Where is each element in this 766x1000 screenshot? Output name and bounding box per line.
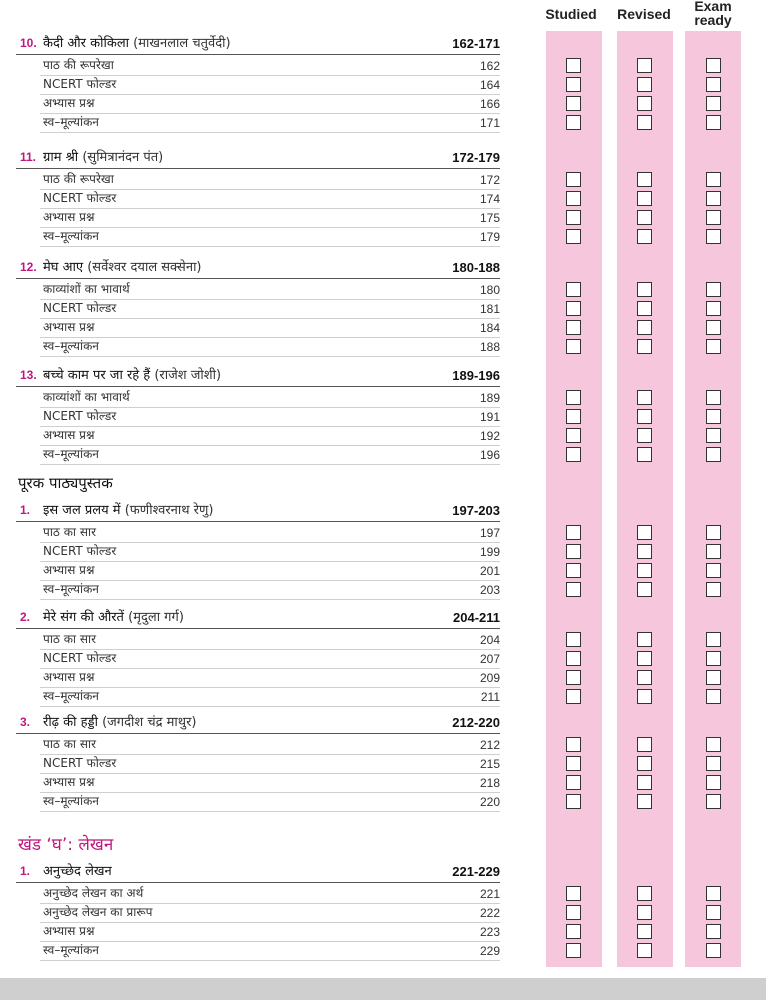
chapter-heading <box>16 711 500 734</box>
revised-checkbox[interactable] <box>637 447 652 462</box>
topic-page: 212 <box>479 738 500 752</box>
topic-row <box>40 561 500 581</box>
exam-ready-checkbox[interactable] <box>706 390 721 405</box>
revised-checkbox[interactable] <box>637 282 652 297</box>
chapter-heading <box>16 606 500 629</box>
topic-row <box>40 649 500 669</box>
revised-checkbox[interactable] <box>637 689 652 704</box>
chapter-number: 11. <box>20 150 37 164</box>
revised-checkbox[interactable] <box>637 905 652 920</box>
topic-page: 203 <box>479 583 500 597</box>
revised-checkbox[interactable] <box>637 96 652 111</box>
studied-checkbox[interactable] <box>566 428 581 443</box>
topic-row <box>40 299 500 319</box>
column-header-revised: Revised <box>617 6 671 22</box>
chapter-heading <box>16 146 500 169</box>
exam-ready-checkbox[interactable] <box>706 301 721 316</box>
topic-row <box>40 580 500 600</box>
section-heading-khand-gha: खंड ‘घ’: लेखन <box>18 835 114 855</box>
revised-checkbox[interactable] <box>637 651 652 666</box>
studied-checkbox[interactable] <box>566 582 581 597</box>
topic-page: 174 <box>479 192 500 206</box>
topic-row <box>40 426 500 446</box>
topic-label: अनुच्छेद लेखन का प्रारूप <box>43 905 153 919</box>
exam-ready-checkbox[interactable] <box>706 794 721 809</box>
studied-checkbox[interactable] <box>566 651 581 666</box>
chapter-title-text: मेरे संग की औरतें <box>43 610 124 625</box>
exam-ready-checkbox[interactable] <box>706 115 721 130</box>
topic-row <box>40 227 500 247</box>
revised-checkbox[interactable] <box>637 320 652 335</box>
topic-row <box>40 170 500 190</box>
chapter-title-text: ग्राम श्री <box>43 150 79 165</box>
revised-checkbox[interactable] <box>637 58 652 73</box>
exam-ready-checkbox[interactable] <box>706 409 721 424</box>
topic-page: 196 <box>479 448 500 462</box>
topic-label: स्व–मूल्यांकन <box>43 339 99 353</box>
topic-page: 204 <box>479 633 500 647</box>
studied-checkbox[interactable] <box>566 943 581 958</box>
studied-checkbox[interactable] <box>566 115 581 130</box>
chapter-page-range: 204-211 <box>453 610 500 625</box>
topic-label: पाठ का सार <box>43 737 96 751</box>
topic-label: काव्यांशों का भावार्थ <box>43 282 130 296</box>
revised-checkbox[interactable] <box>637 544 652 559</box>
chapter-author: (माखनलाल चतुर्वेदी) <box>133 36 231 51</box>
topic-label: अभ्यास प्रश्न <box>43 210 95 224</box>
studied-checkbox[interactable] <box>566 737 581 752</box>
topic-page: 164 <box>479 78 500 92</box>
topic-page: 222 <box>479 906 500 920</box>
studied-checkbox[interactable] <box>566 544 581 559</box>
chapter-number: 10. <box>20 36 37 50</box>
studied-checkbox[interactable] <box>566 563 581 578</box>
section-heading-supplementary: पूरक पाठ्यपुस्तक <box>18 474 113 492</box>
studied-checkbox[interactable] <box>566 320 581 335</box>
topic-label: पाठ का सार <box>43 632 96 646</box>
topic-label: स्व–मूल्यांकन <box>43 943 99 957</box>
topic-row <box>40 542 500 562</box>
topic-row <box>40 337 500 357</box>
topic-row <box>40 668 500 688</box>
studied-checkbox[interactable] <box>566 339 581 354</box>
chapter-author: (फणीश्वरनाथ रेणु) <box>124 503 214 518</box>
topic-row <box>40 922 500 942</box>
chapter-title-text: इस जल प्रलय में <box>43 503 121 518</box>
topic-page: 181 <box>479 302 500 316</box>
topic-page: 199 <box>479 545 500 559</box>
studied-checkbox[interactable] <box>566 210 581 225</box>
studied-checkbox[interactable] <box>566 58 581 73</box>
chapter-title-text: रीढ़ की हड्डी <box>43 715 98 730</box>
topic-label: NCERT फोल्डर <box>43 756 117 770</box>
studied-checkbox[interactable] <box>566 409 581 424</box>
revised-checkbox[interactable] <box>637 301 652 316</box>
exam-ready-checkbox[interactable] <box>706 96 721 111</box>
topic-row <box>40 94 500 114</box>
revised-checkbox[interactable] <box>637 77 652 92</box>
chapter-heading <box>16 364 500 387</box>
studied-checkbox[interactable] <box>566 447 581 462</box>
studied-checkbox[interactable] <box>566 924 581 939</box>
revised-checkbox[interactable] <box>637 582 652 597</box>
studied-checkbox[interactable] <box>566 282 581 297</box>
topic-label: स्व–मूल्यांकन <box>43 582 99 596</box>
topic-page: 201 <box>479 564 500 578</box>
studied-checkbox[interactable] <box>566 77 581 92</box>
chapter-number: 3. <box>20 715 31 729</box>
studied-checkbox[interactable] <box>566 886 581 901</box>
exam-ready-checkbox[interactable] <box>706 428 721 443</box>
chapter-heading <box>16 860 500 883</box>
revised-checkbox[interactable] <box>637 339 652 354</box>
chapter-title <box>43 861 112 879</box>
exam-ready-checkbox[interactable] <box>706 447 721 462</box>
revised-checkbox[interactable] <box>637 563 652 578</box>
revised-checkbox[interactable] <box>637 886 652 901</box>
topic-page: 215 <box>479 757 500 771</box>
topic-label: अभ्यास प्रश्न <box>43 775 95 789</box>
topic-label: अभ्यास प्रश्न <box>43 670 95 684</box>
chapter-number: 13. <box>20 368 37 382</box>
topic-row <box>40 884 500 904</box>
exam-ready-checkbox[interactable] <box>706 58 721 73</box>
topic-row <box>40 687 500 707</box>
revised-checkbox[interactable] <box>637 428 652 443</box>
exam-ready-checkbox[interactable] <box>706 670 721 685</box>
revised-checkbox[interactable] <box>637 943 652 958</box>
studied-checkbox[interactable] <box>566 301 581 316</box>
studied-checkbox[interactable] <box>566 670 581 685</box>
chapter-title <box>43 712 196 730</box>
topic-label: NCERT फोल्डर <box>43 409 117 423</box>
chapter-title-text: कैदी और कोकिला <box>43 36 130 51</box>
revised-checkbox[interactable] <box>637 632 652 647</box>
topic-label: पाठ की रूपरेखा <box>43 172 114 186</box>
revised-checkbox[interactable] <box>637 670 652 685</box>
topic-label: स्व–मूल्यांकन <box>43 794 99 808</box>
topic-page: 191 <box>479 410 500 424</box>
exam-ready-checkbox[interactable] <box>706 525 721 540</box>
studied-checkbox[interactable] <box>566 632 581 647</box>
topic-row <box>40 754 500 774</box>
studied-checkbox[interactable] <box>566 689 581 704</box>
revised-checkbox[interactable] <box>637 794 652 809</box>
topic-label: अभ्यास प्रश्न <box>43 96 95 110</box>
studied-checkbox[interactable] <box>566 191 581 206</box>
topic-label: NCERT फोल्डर <box>43 301 117 315</box>
revised-checkbox[interactable] <box>637 210 652 225</box>
revised-checkbox[interactable] <box>637 756 652 771</box>
chapter-heading <box>16 256 500 279</box>
revised-checkbox[interactable] <box>637 737 652 752</box>
chapter-author: (राजेश जोशी) <box>154 368 222 383</box>
topic-page: 188 <box>479 340 500 354</box>
exam-ready-checkbox[interactable] <box>706 339 721 354</box>
chapter-number: 12. <box>20 260 37 274</box>
topic-row <box>40 445 500 465</box>
exam-ready-checkbox[interactable] <box>706 905 721 920</box>
studied-checkbox[interactable] <box>566 172 581 187</box>
chapter-title-text: अनुच्छेद लेखन <box>43 864 112 879</box>
topic-row <box>40 75 500 95</box>
column-header-studied: Studied <box>545 6 597 22</box>
topic-page: 166 <box>479 97 500 111</box>
topic-page: 220 <box>479 795 500 809</box>
studied-checkbox[interactable] <box>566 390 581 405</box>
chapter-page-range: 189-196 <box>452 368 500 383</box>
topic-label: NCERT फोल्डर <box>43 544 117 558</box>
topic-row <box>40 941 500 961</box>
topic-row <box>40 208 500 228</box>
revised-checkbox[interactable] <box>637 229 652 244</box>
topic-row <box>40 773 500 793</box>
topic-label: स्व–मूल्यांकन <box>43 447 99 461</box>
topic-page: 171 <box>479 116 500 130</box>
exam-ready-checkbox[interactable] <box>706 210 721 225</box>
exam-ready-checkbox[interactable] <box>706 775 721 790</box>
chapter-title <box>43 257 202 275</box>
topic-page: 218 <box>479 776 500 790</box>
chapter-page-range: 221-229 <box>452 864 500 879</box>
chapter-author: (मृदुला गर्ग) <box>128 610 184 625</box>
topic-label: पाठ की रूपरेखा <box>43 58 114 72</box>
revised-checkbox[interactable] <box>637 172 652 187</box>
revised-checkbox[interactable] <box>637 390 652 405</box>
topic-label: स्व–मूल्यांकन <box>43 689 99 703</box>
chapter-title-text: बच्चे काम पर जा रहे हैं <box>43 368 151 383</box>
topic-label: अनुच्छेद लेखन का अर्थ <box>43 886 144 900</box>
topic-label: अभ्यास प्रश्न <box>43 924 95 938</box>
revised-checkbox[interactable] <box>637 775 652 790</box>
exam-ready-checkbox[interactable] <box>706 924 721 939</box>
topic-label: अभ्यास प्रश्न <box>43 563 95 577</box>
topic-page: 229 <box>479 944 500 958</box>
topic-page: 180 <box>479 283 500 297</box>
revised-checkbox[interactable] <box>637 409 652 424</box>
exam-ready-checkbox[interactable] <box>706 632 721 647</box>
chapter-page-range: 197-203 <box>452 503 500 518</box>
exam-ready-checkbox[interactable] <box>706 943 721 958</box>
studied-checkbox[interactable] <box>566 794 581 809</box>
studied-checkbox[interactable] <box>566 756 581 771</box>
chapter-heading <box>16 499 500 522</box>
topic-page: 209 <box>479 671 500 685</box>
chapter-number: 2. <box>20 610 31 624</box>
topic-row <box>40 113 500 133</box>
chapter-title <box>43 500 213 518</box>
chapter-author: (सर्वेश्वर दयाल सक्सेना) <box>87 260 202 275</box>
topic-row <box>40 630 500 650</box>
topic-row <box>40 56 500 76</box>
topic-label: अभ्यास प्रश्न <box>43 320 95 334</box>
exam-ready-checkbox[interactable] <box>706 282 721 297</box>
topic-row <box>40 318 500 338</box>
exam-ready-checkbox[interactable] <box>706 229 721 244</box>
revised-checkbox[interactable] <box>637 525 652 540</box>
chapter-title <box>43 607 184 625</box>
exam-ready-checkbox[interactable] <box>706 563 721 578</box>
chapter-page-range: 180-188 <box>452 260 500 275</box>
exam-ready-checkbox[interactable] <box>706 582 721 597</box>
topic-row <box>40 792 500 812</box>
chapter-title <box>43 147 163 165</box>
topic-page: 162 <box>479 59 500 73</box>
topic-page: 197 <box>479 526 500 540</box>
topic-row <box>40 523 500 543</box>
topic-row <box>40 280 500 300</box>
chapter-number: 1. <box>20 503 31 517</box>
topic-page: 172 <box>479 173 500 187</box>
topic-row <box>40 407 500 427</box>
exam-ready-checkbox[interactable] <box>706 172 721 187</box>
topic-page: 189 <box>479 391 500 405</box>
topic-page: 192 <box>479 429 500 443</box>
exam-ready-checkbox[interactable] <box>706 320 721 335</box>
exam-ready-checkbox[interactable] <box>706 886 721 901</box>
chapter-title-text: मेघ आए <box>43 260 84 275</box>
studied-checkbox[interactable] <box>566 775 581 790</box>
revised-checkbox[interactable] <box>637 924 652 939</box>
topic-row <box>40 388 500 408</box>
topic-page: 179 <box>479 230 500 244</box>
exam-ready-checkbox[interactable] <box>706 737 721 752</box>
chapter-title <box>43 33 231 51</box>
chapter-page-range: 172-179 <box>452 150 500 165</box>
topic-row <box>40 189 500 209</box>
chapter-page-range: 212-220 <box>452 715 500 730</box>
exam-ready-checkbox[interactable] <box>706 756 721 771</box>
topic-page: 221 <box>479 887 500 901</box>
topic-row <box>40 903 500 923</box>
chapter-heading <box>16 32 500 55</box>
topic-label: NCERT फोल्डर <box>43 191 117 205</box>
column-header-exam-ready: Exam ready <box>694 0 732 28</box>
studied-checkbox[interactable] <box>566 525 581 540</box>
chapter-author: (जगदीश चंद्र माथुर) <box>102 715 197 730</box>
chapter-author: (सुमित्रानंदन पंत) <box>82 150 164 165</box>
topic-label: स्व–मूल्यांकन <box>43 229 99 243</box>
exam-ready-checkbox[interactable] <box>706 77 721 92</box>
exam-ready-checkbox[interactable] <box>706 651 721 666</box>
exam-ready-checkbox[interactable] <box>706 544 721 559</box>
exam-ready-checkbox[interactable] <box>706 191 721 206</box>
footer-bar <box>0 978 766 1000</box>
topic-row <box>40 735 500 755</box>
chapter-title <box>43 365 221 383</box>
topic-label: स्व–मूल्यांकन <box>43 115 99 129</box>
revised-checkbox[interactable] <box>637 191 652 206</box>
topic-label: NCERT फोल्डर <box>43 651 117 665</box>
studied-checkbox[interactable] <box>566 229 581 244</box>
chapter-number: 1. <box>20 864 31 878</box>
topic-label: अभ्यास प्रश्न <box>43 428 95 442</box>
topic-label: NCERT फोल्डर <box>43 77 117 91</box>
revised-checkbox[interactable] <box>637 115 652 130</box>
topic-label: पाठ का सार <box>43 525 96 539</box>
topic-page: 184 <box>479 321 500 335</box>
studied-checkbox[interactable] <box>566 96 581 111</box>
studied-checkbox[interactable] <box>566 905 581 920</box>
topic-page: 207 <box>479 652 500 666</box>
exam-ready-checkbox[interactable] <box>706 689 721 704</box>
topic-page: 175 <box>479 211 500 225</box>
topic-label: काव्यांशों का भावार्थ <box>43 390 130 404</box>
chapter-page-range: 162-171 <box>452 36 500 51</box>
topic-page: 223 <box>479 925 500 939</box>
topic-page: 211 <box>480 690 500 704</box>
